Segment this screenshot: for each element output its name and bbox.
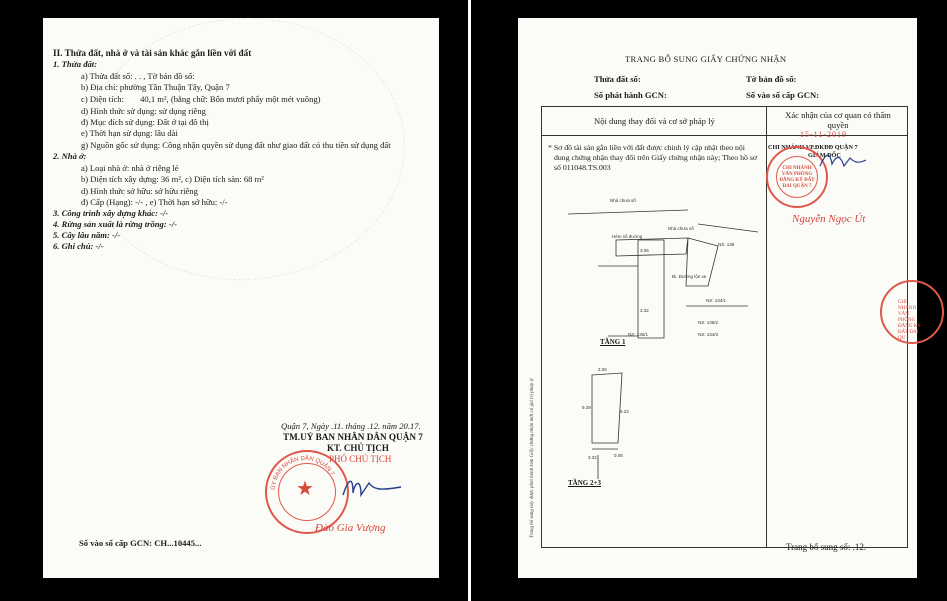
site-plan-floor23: [578, 363, 658, 483]
parcel-number-label: Thửa đất số:: [594, 74, 641, 84]
signer-role: KT. CHỦ TỊCH: [327, 443, 389, 453]
site-plan-floor1: [568, 186, 758, 346]
area-label: c) Diện tích:: [81, 94, 124, 104]
branch-seal-text: CHI NHÁNH VĂN PHÒNG ĐĂNG KÝ ĐẤT ĐAI QUẬN 7: [779, 166, 815, 189]
ownership-form: d) Hình thức sở hữu: sở hữu riêng: [81, 186, 198, 196]
dim-floor23-top: 3.06: [598, 367, 607, 372]
other-construction: 3. Công trình xây dựng khác: -/-: [53, 208, 169, 218]
issuing-authority: TM.UỶ BAN NHÂN DÂN QUẬN 7: [283, 432, 423, 442]
page-divider: [468, 0, 471, 601]
area-value: 40,1 m², (bằng chữ: Bốn mươi phẩy một mét vuông): [140, 94, 321, 104]
map-sheet-label: Tờ bản đồ số:: [746, 74, 797, 84]
area-line: [81, 94, 321, 104]
usage-term: e) Thời hạn sử dụng: lâu dài: [81, 128, 178, 138]
house-area: b) Diện tích xây dựng: 36 m², c) Diện tích sàn: 68 m²: [81, 174, 264, 184]
dim-floor23-small: 0.08: [614, 453, 623, 458]
plan-label-hem: Hẻm số đường: [612, 234, 643, 239]
plan-label-ns1361: NS: 136/1: [628, 332, 649, 337]
usage-purpose: đ) Mục đích sử dụng: Đất ở tại đô thị: [81, 117, 209, 127]
svg-text:ỦY BAN NHÂN DÂN QUẬN 7: [270, 455, 335, 490]
branch-name: CHI NHÁNH VP.ĐKĐĐ QUẬN 7: [768, 144, 858, 151]
usage-origin: g) Nguồn gốc sử dụng: Công nhận quyền sử dụng đất như giao đất có thu tiền sử dụng đất: [81, 140, 391, 150]
book-number-label: Số vào sổ cấp GCN:: [746, 90, 820, 100]
certificate-book-number: Số vào sổ cấp GCN: CH...10445...: [79, 538, 202, 548]
plan-label-street: Đi. Đường lộn xe: [672, 274, 707, 279]
supplement-page-number: Trang bổ sung số: .12.: [786, 542, 867, 552]
land-heading: 1. Thửa đất:: [53, 59, 98, 69]
page-title: TRANG BỔ SUNG GIẤY CHỨNG NHẬN: [625, 54, 787, 64]
dim-top: 3.06: [640, 248, 649, 253]
vertical-note: Trang bổ sung này được phát hành kèm Giấy chứng nhận mới có giá trị pháp lý: [530, 378, 535, 538]
note-line-3: số 011048.TS.003: [554, 163, 611, 172]
plan-label-ns1343: NS: 134/3: [698, 332, 719, 337]
plan-label-ns1340: NS: 134/1: [706, 298, 727, 303]
address: b) Địa chỉ: phường Tân Thuận Tây, Quận 7: [81, 82, 230, 92]
usage-form: d) Hình thức sử dụng: sử dụng riêng: [81, 106, 206, 116]
signer-name: Đào Gia Vượng: [315, 522, 386, 534]
note-line-2: dung chứng nhận thay đổi trên Giấy chứng nhận này; Theo hồ sơ: [554, 153, 757, 162]
floor1-label: TẦNG 1: [600, 338, 626, 346]
branch-signature: [818, 150, 868, 172]
house-type: a) Loại nhà ở: nhà ở riêng lẻ: [81, 163, 179, 173]
official-seal: ★ ỦY BAN NHÂN DÂN QUẬN 7: [265, 450, 349, 534]
floor23-label: TẦNG 2+3: [568, 479, 601, 487]
column-changes: Nội dung thay đổi và cơ sở pháp lý: [594, 116, 715, 126]
branch-signer: Nguyễn Ngọc Út: [792, 213, 866, 225]
issue-number-label: Số phát hành GCN:: [594, 90, 667, 100]
note-line-1: * Sơ đồ tài sản gắn liền với đất được chỉnh lý cập nhật theo nội: [548, 143, 745, 152]
dim-floor23-bottom: 3.32: [588, 455, 597, 460]
plan-label-ns136: NS: 136: [718, 242, 735, 247]
certificate-page-right: [518, 18, 921, 578]
dim-floor23-right: 9.23: [620, 409, 629, 414]
house-heading: 2. Nhà ở:: [53, 151, 87, 161]
signer-role-stamp: PHÓ CHỦ TỊCH: [329, 454, 392, 464]
signature-scribble: [339, 473, 409, 503]
director-title: GIÁM ĐỐC: [808, 152, 841, 159]
plan-label-ns1362: NS: 136/2: [698, 320, 719, 325]
partial-seal-text: CHI NHÁNH VĂN PHÒNG ĐĂNG KÝ ĐẤT ĐAI QU: [898, 300, 921, 341]
dim-bottom: 3.32: [640, 308, 649, 313]
section-heading: II. Thửa đất, nhà ở và tài sản khác gắn liền với đất: [53, 48, 252, 58]
notes: 6. Ghi chú: -/-: [53, 241, 104, 251]
column-authority: Xác nhận của cơ quan có thẩm quyền: [785, 110, 891, 130]
signing-date: Quận 7, Ngày .11. tháng .12. năm 20.17.: [281, 421, 421, 431]
plan-label-nha-chua: Nhà chưa số: [610, 198, 636, 203]
perennial-trees: 5. Cây lâu năm: -/-: [53, 230, 121, 240]
seal-lettering: ỦY BAN NHÂN DÂN QUẬN 7: [270, 455, 335, 491]
plan-label-nha-chua-2: Nhà chưa số: [668, 226, 694, 231]
parcel-number: a) Thửa đất số: . . , Tờ bản đồ số:: [81, 71, 195, 81]
partial-seal: [880, 280, 944, 344]
house-grade: đ) Cấp (Hạng): -/- , e) Thời hạn sở hữu: -/-: [81, 197, 228, 207]
dim-floor23-left: 9.39: [582, 405, 591, 410]
certificate-page-left: [43, 18, 439, 578]
forest: 4. Rừng sản xuất là rừng trồng: -/-: [53, 219, 177, 229]
stamp-date: 15-11-2019: [800, 130, 848, 139]
